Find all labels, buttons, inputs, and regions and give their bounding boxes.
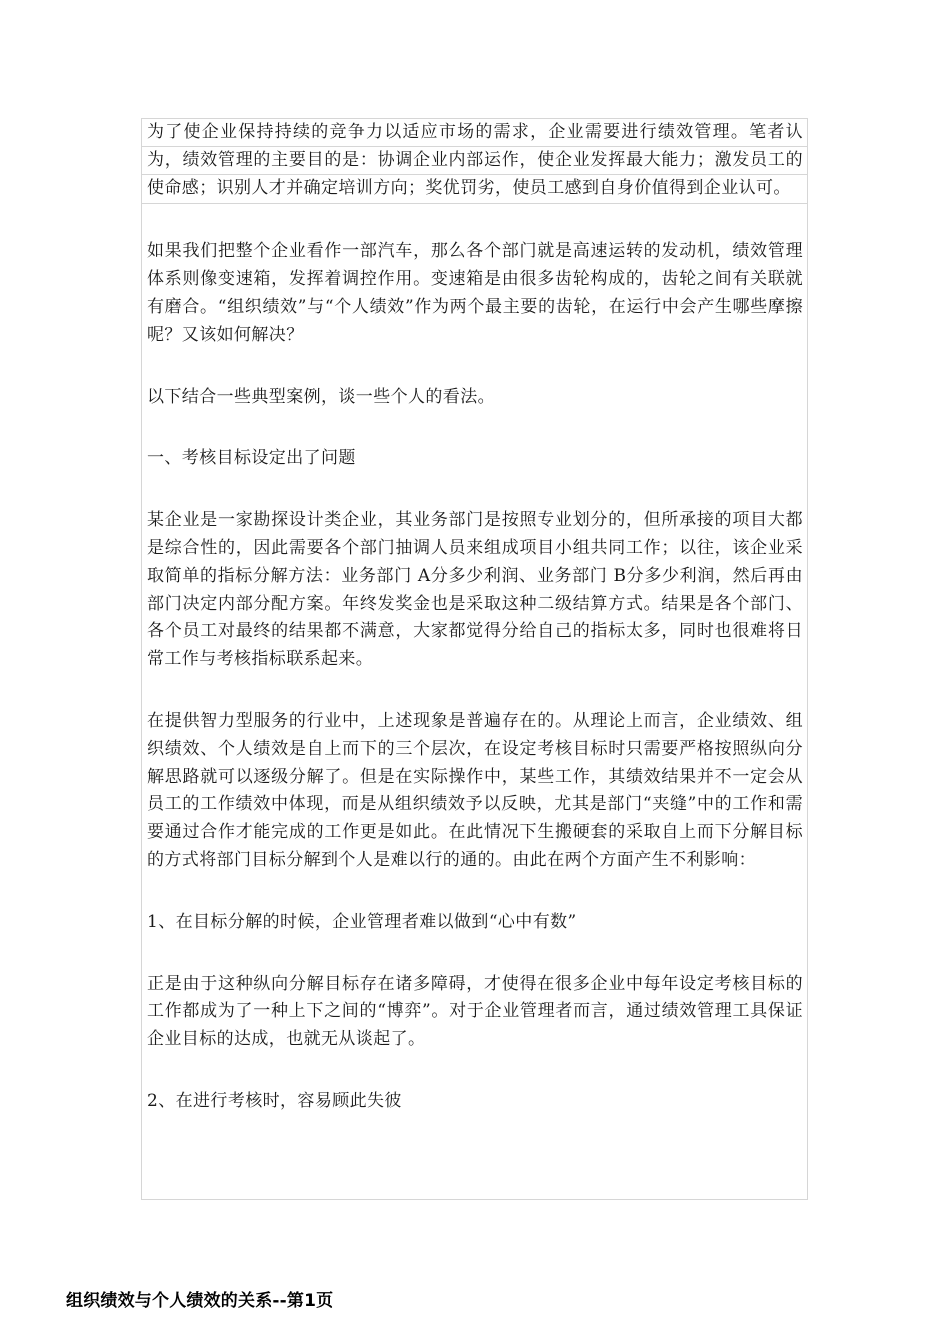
- paragraph-case-study: 某企业是一家勘探设计类企业，其业务部门是按照专业划分的，但所承接的项目大都是综合性的，因此需要各个部门抽调人员来组成项目小组共同工作；以往，该企业采取简单的指标分解方法：业务部门 A分多少利润、业务部门 B分多少利润，然后再由部门决定内部分配方案。年终发奖金也是采取这种二级结算方式。结果是各个部门、各个员工对最终的结果都不满意，大家都觉得分给自己的指标太多，同时也很难将日常工作与考核指标联系起来。: [147, 510, 803, 670]
- paragraph-game: 正是由于这种纵向分解目标存在诸多障碍，才使得在很多企业中每年设定考核目标的工作都成为了一种上下之间的“博弈”。对于企业管理者而言，通过绩效管理工具保证企业目标的达成，也就无从谈起了。: [147, 973, 803, 1050]
- section-heading-1: 一、考核目标设定出了问题: [147, 448, 356, 469]
- page-footer: 组织绩效与个人绩效的关系--第1页: [66, 1291, 334, 1311]
- subheading-2: 2、在进行考核时，容易顾此失彼: [147, 1090, 402, 1111]
- paragraph-car-analogy: 如果我们把整个企业看作一部汽车，那么各个部门就是高速运转的发动机，绩效管理体系则像变速箱，发挥着调控作用。变速箱是由很多齿轮构成的，齿轮之间有关联就有磨合。“组织绩效”与“个人绩效”作为两个最主要的齿轮，在运行中会产生哪些摩擦呢？又该如何解决？: [147, 241, 803, 345]
- subheading-1: 1、在目标分解的时候，企业管理者难以做到“心中有数”: [147, 911, 577, 932]
- document-body: [147, 119, 803, 1116]
- paragraph-cases-intro: 以下结合一些典型案例，谈一些个人的看法。: [147, 386, 495, 407]
- paragraph-intro: 为了使企业保持持续的竞争力以适应市场的需求，企业需要进行绩效管理。笔者认为，绩效管理的主要目的是：协调企业内部运作，使企业发挥最大能力；激发员工的使命感；识别人才并确定培训方向；奖优罚劣，使员工感到自身价值得到企业认可。: [147, 122, 803, 198]
- paragraph-analysis: 在提供智力型服务的行业中，上述现象是普遍存在的。从理论上而言，企业绩效、组织绩效、个人绩效是自上而下的三个层次，在设定考核目标时只需要严格按照纵向分解思路就可以逐级分解了。但是在实际操作中，某些工作，其绩效结果并不一定会从员工的工作绩效中体现，而是从组织绩效予以反映，尤其是部门“夹缝”中的工作和需要通过合作才能完成的工作更是如此。在此情况下生搬硬套的采取自上而下分解目标的方式将部门目标分解到个人是难以行的通的。由此在两个方面产生不利影响：: [147, 710, 803, 870]
